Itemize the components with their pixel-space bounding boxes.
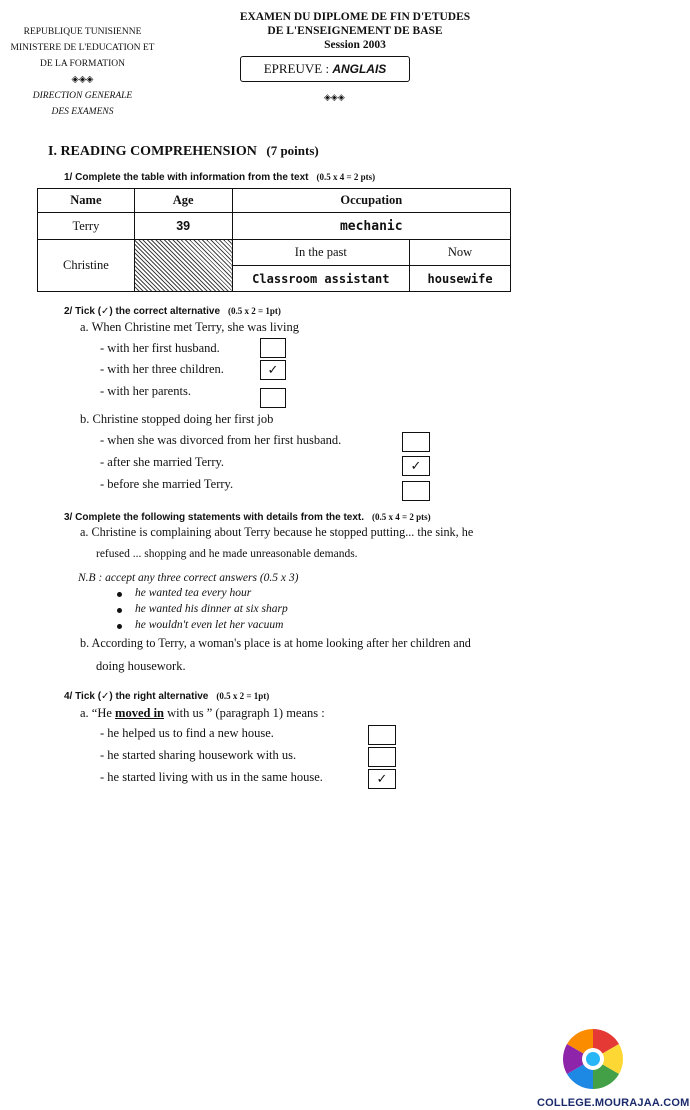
checkbox[interactable] (368, 725, 396, 745)
table-subheader: Now (410, 240, 511, 266)
bullet (117, 608, 122, 613)
header-line: DIRECTION GENERALE (32, 91, 133, 101)
table-cell: 39 (134, 213, 232, 240)
checkbox[interactable] (402, 432, 430, 452)
check-icon: ✓ (267, 362, 279, 377)
table-cell: mechanic (232, 213, 510, 240)
epreuve-box (240, 56, 410, 82)
option-text: - with her parents. (100, 384, 191, 398)
info-table (37, 188, 511, 292)
header-line: REPUBLIQUE TUNISIENNE (23, 27, 142, 37)
diamonds-ornament: ◈◈◈ (71, 75, 94, 85)
exam-header (205, 10, 505, 52)
option-text: - he helped us to find a new house. (100, 726, 274, 740)
hatched-cell (134, 240, 232, 292)
bullet (117, 624, 122, 629)
header-line: DE LA FORMATION (40, 59, 125, 69)
checkbox[interactable] (368, 747, 396, 767)
exam-session: Session 2003 (324, 39, 386, 51)
table-header: Age (134, 189, 232, 213)
table-header: Occupation (232, 189, 510, 213)
bullet (117, 592, 122, 597)
table-subheader: In the past (232, 240, 410, 266)
site-url[interactable]: COLLEGE.MOURAJAA.COM (537, 1097, 690, 1109)
option-text: - he started living with us in the same house. (100, 770, 323, 784)
option-text: - with her three children. (100, 362, 224, 376)
section-title: I. READING COMPREHENSION (7 points) (48, 143, 319, 159)
epreuve-label: EPREUVE : (263, 61, 330, 76)
header-line: MINISTERE DE L'EDUCATION ET (10, 43, 155, 53)
epreuve-subject: ANGLAIS (332, 62, 387, 76)
checkbox-checked[interactable] (368, 769, 396, 789)
table-cell: Christine (38, 240, 135, 292)
checkbox[interactable] (402, 481, 430, 501)
check-icon: ✓ (376, 771, 388, 786)
q3b-line: b. According to Terry, a woman's place is at home looking after her children and (80, 636, 471, 650)
q1-instruction: 1/ Complete the table with information from the text (0.5 x 4 = 2 pts) (64, 172, 376, 183)
q4-instruction: 4/ Tick (✓) the right alternative (0.5 x 2 = 1pt) (64, 691, 270, 702)
checkbox[interactable] (260, 388, 286, 408)
underlined-phrase: moved in (115, 706, 165, 720)
ministry-header (0, 24, 165, 120)
option-text: - he started sharing housework with us. (100, 748, 297, 762)
table-header: Name (38, 189, 135, 213)
option-text: - with her first husband. (100, 341, 220, 355)
q2a-stem: a. When Christine met Terry, she was living (80, 320, 299, 334)
checkbox-checked[interactable] (402, 456, 430, 476)
option-text: - after she married Terry. (100, 455, 225, 469)
q2-instruction: 2/ Tick (✓) the correct alternative (0.5 x 2 = 1pt) (64, 306, 281, 317)
table-cell: Classroom assistant (232, 266, 410, 292)
q3a-line: refused ... shopping and he made unreasonable demands. (96, 548, 358, 560)
q4a-stem: a. “He moved in with us ” (paragraph 1) means : (80, 706, 325, 720)
bullet-text: he wanted his dinner at six sharp (135, 603, 288, 615)
diamonds-ornament: ◈◈◈ (324, 92, 345, 102)
q3-instruction: 3/ Complete the following statements with details from the text. (0.5 x 4 = 2 pts) (64, 512, 431, 523)
header-line: DES EXAMENS (51, 107, 114, 117)
q3b-line: doing housework. (96, 659, 186, 673)
site-logo-icon (550, 1015, 636, 1095)
q2b-stem: b. Christine stopped doing her first job (80, 412, 274, 426)
nb-note: N.B : accept any three correct answers (0.5 x 3) (78, 572, 299, 584)
exam-title-line: DE L'ENSEIGNEMENT DE BASE (267, 25, 443, 37)
table-cell: housewife (410, 266, 511, 292)
option-text: - when she was divorced from her first husband. (100, 433, 342, 447)
check-icon: ✓ (410, 458, 422, 473)
q3a-line: a. Christine is complaining about Terry because he stopped putting... the sink, he (80, 525, 474, 539)
option-text: - before she married Terry. (100, 477, 234, 491)
bullet-text: he wouldn't even let her vacuum (135, 619, 284, 631)
checkbox[interactable] (260, 338, 286, 358)
checkbox-checked[interactable] (260, 360, 286, 380)
exam-title-line: EXAMEN DU DIPLOME DE FIN D'ETUDES (239, 11, 471, 23)
bullet-text: he wanted tea every hour (135, 587, 252, 599)
table-cell: Terry (38, 213, 135, 240)
